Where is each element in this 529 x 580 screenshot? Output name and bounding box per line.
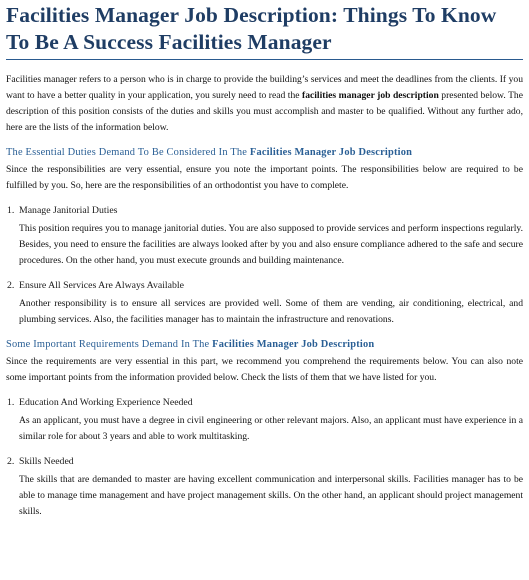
section1-item1-title: Manage Janitorial Duties bbox=[19, 205, 118, 216]
section2-item2-text: The skills that are demanded to master are having excellent communication and interpersonal skills. Facilities manager has to be able to manage time management and have project management skills. On the other hand, an applicant should project management skills. bbox=[19, 474, 523, 517]
section1-item1-text: This position requires you to manage janitorial duties. You are also supposed to provide services and perform inspections regularly. Besides, you need to ensure the facilities are always looked after by you and also ensure compliance adhered to the safe and secure procedures. On the other hand, you must execute grounds and building maintenance. bbox=[19, 223, 523, 266]
section2-intro: Since the requirements are very essential in this part, we recommend you comprehend the requirements below. You can also note some important points from the information provided below. Check the lists of them that we have listed for you. bbox=[6, 356, 523, 383]
section1-item1-heading bbox=[7, 204, 523, 218]
intro-bold: facilities manager job description bbox=[302, 90, 439, 101]
section1-heading-plain: The Essential Duties Demand To Be Considered In The bbox=[6, 147, 250, 158]
section2-item1-heading bbox=[7, 396, 523, 410]
intro-paragraph bbox=[6, 72, 523, 136]
section2-item2-title: Skills Needed bbox=[19, 456, 74, 467]
section2-item2-heading bbox=[7, 455, 523, 469]
section1-item2-heading bbox=[7, 279, 523, 293]
section1-item2-number: 2. bbox=[7, 280, 15, 291]
section1-item2-title: Ensure All Services Are Always Available bbox=[19, 280, 184, 291]
section1-item1-number: 1. bbox=[7, 205, 15, 216]
section1-intro: Since the responsibilities are very essential, ensure you note the important points. The responsibilities below are required to be fulfilled by you. So, here are the responsibilities of an orthodontist you have to complete. bbox=[6, 164, 523, 191]
section2-item1-text: As an applicant, you must have a degree in civil engineering or other relevant majors. Also, an applicant must have experience in a similar role for about 3 years and able to work multitasking. bbox=[19, 415, 523, 442]
section1-item2-text: Another responsibility is to ensure all services are provided well. Some of them are vending, air conditioning, electrical, and plumbing services. Also, the facilities manager has to maintain the infrastructure and renovations. bbox=[19, 298, 523, 325]
section1-heading-bold: Facilities Manager Job Description bbox=[249, 147, 413, 158]
section2-item1-number: 1. bbox=[7, 397, 15, 408]
section1-heading bbox=[6, 146, 523, 160]
section2-heading-bold: Facilities Manager Job Description bbox=[212, 339, 375, 350]
section2-item1-title: Education And Working Experience Needed bbox=[19, 397, 193, 408]
page-title bbox=[6, 2, 523, 60]
section2-item2-number: 2. bbox=[7, 456, 15, 467]
title-bold: Facilities Manager Job Description bbox=[6, 3, 331, 27]
title-rest: : Things To Know To Be A Success Facilities Manager bbox=[6, 3, 497, 54]
intro-text-1: Facilities manager refers to a person who is in charge to provide the building’s services and meet the deadlines from the clients. If you want to have a better quality in your application, you surely need to read the bbox=[6, 74, 523, 101]
section2-heading-plain: Some Important Requirements Demand In The bbox=[6, 339, 213, 350]
section2-heading bbox=[6, 338, 523, 352]
intro-text-2: presented below. The description of this position consists of the duties and skills you must accomplish and master to be qualified. Without any further ado, here are the lists of the information below. bbox=[6, 90, 523, 133]
